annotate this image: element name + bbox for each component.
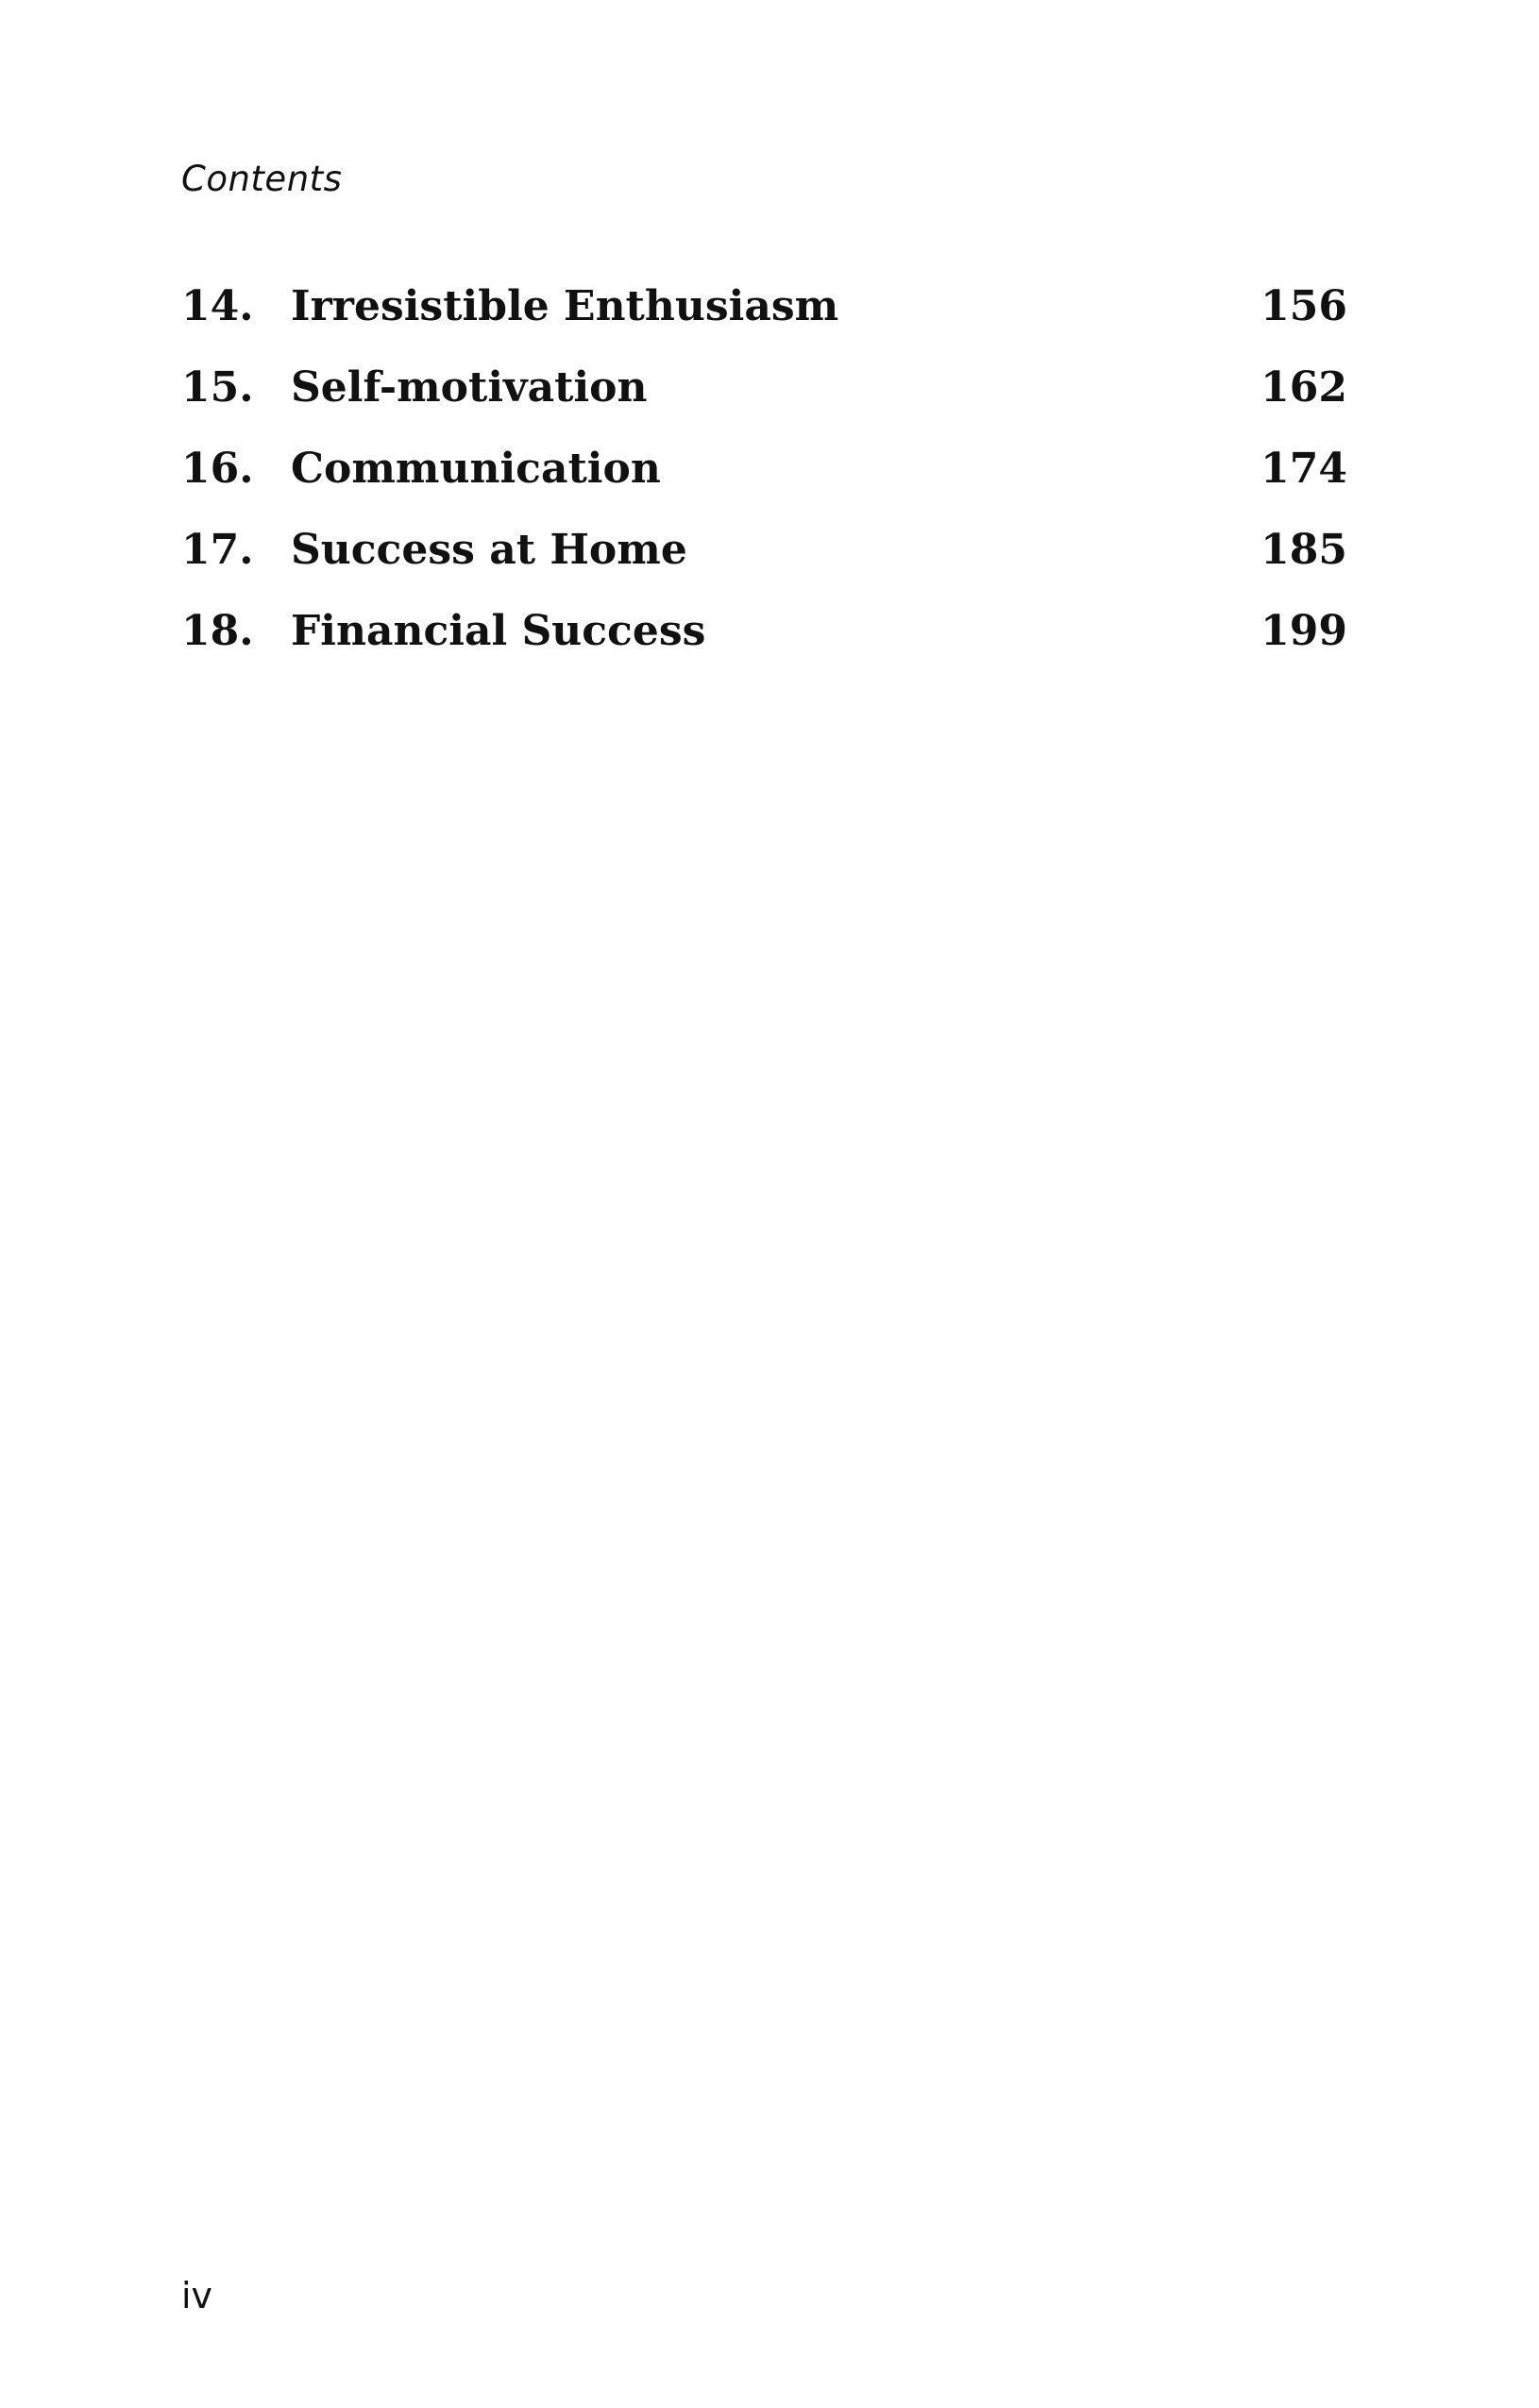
chapter-number: 17.	[181, 526, 254, 574]
toc-entry-16	[181, 431, 1347, 513]
chapter-title: Self-motivation	[291, 363, 648, 412]
toc-entry-14	[181, 269, 1347, 350]
table-of-contents	[181, 269, 1347, 675]
chapter-page: 174	[1260, 445, 1347, 493]
chapter-number: 18.	[181, 607, 254, 655]
chapter-page: 156	[1260, 282, 1347, 330]
chapter-page: 199	[1260, 607, 1347, 655]
chapter-number: 16.	[181, 445, 254, 493]
chapter-title: Success at Home	[291, 526, 687, 574]
page-number: iv	[181, 2275, 213, 2316]
chapter-title: Irresistible Enthusiasm	[291, 282, 839, 330]
chapter-page: 185	[1260, 526, 1347, 574]
chapter-number: 14.	[181, 282, 254, 330]
running-head: Contents	[181, 159, 343, 199]
toc-entry-18	[181, 594, 1347, 675]
chapter-title: Financial Success	[291, 607, 706, 655]
chapter-title: Communication	[291, 445, 661, 493]
toc-entry-15	[181, 350, 1347, 431]
toc-entry-17	[181, 513, 1347, 594]
chapter-page: 162	[1260, 363, 1347, 412]
chapter-number: 15.	[181, 363, 254, 412]
